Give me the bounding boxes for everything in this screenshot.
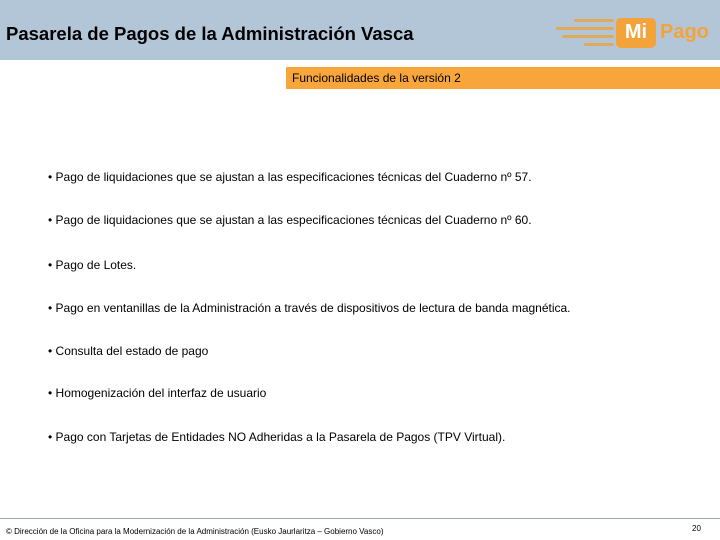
logo-mi-text: Mi (624, 21, 648, 43)
page-number: 20 (692, 524, 701, 533)
mipago-logo (556, 15, 710, 51)
list-item: • Consulta del estado de pago (48, 344, 209, 358)
footer-divider (0, 518, 720, 519)
list-item: • Homogenización del interfaz de usuario (48, 386, 267, 400)
logo-pago-text: Pago (660, 21, 709, 43)
logo-mi-box (616, 18, 656, 48)
speed-lines-icon (556, 19, 614, 47)
list-item: • Pago en ventanillas de la Administración a través de dispositivos de lectura de banda magnética. (48, 301, 571, 315)
list-item: • Pago de liquidaciones que se ajustan a las especificaciones técnicas del Cuaderno nº 60. (48, 213, 532, 227)
list-item: • Pago de Lotes. (48, 258, 137, 272)
footer-copyright: © Dirección de la Oficina para la Modernización de la Administración (Eusko Jaurlaritza – Gobierno Vasco) (6, 527, 384, 536)
list-item: • Pago de liquidaciones que se ajustan a las especificaciones técnicas del Cuaderno nº 57. (48, 170, 532, 184)
header-bar (0, 0, 720, 60)
page-title: Pasarela de Pagos de la Administración Vasca (6, 23, 414, 44)
section-title-bar (286, 67, 720, 89)
list-item: • Pago con Tarjetas de Entidades NO Adheridas a la Pasarela de Pagos (TPV Virtual). (48, 430, 506, 444)
section-title: Funcionalidades de la versión 2 (292, 71, 461, 85)
